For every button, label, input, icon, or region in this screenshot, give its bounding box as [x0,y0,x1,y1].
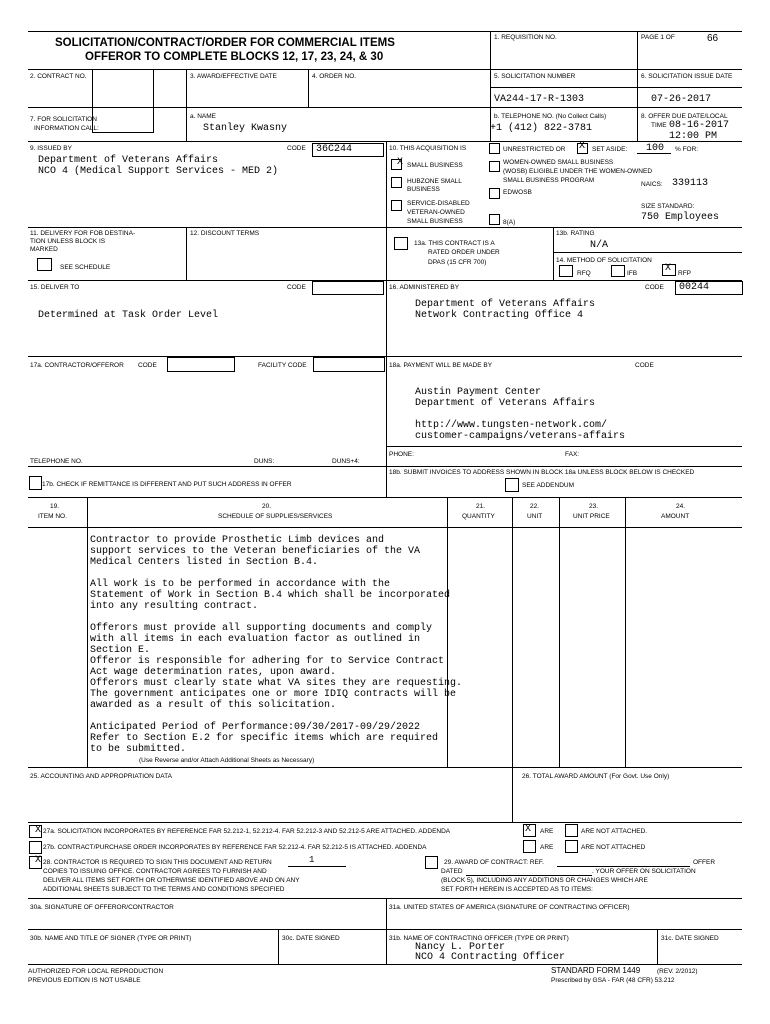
issued-by-label: 9. ISSUED BY [30,145,72,152]
size-standard: 750 Employees [641,212,720,223]
info-call-label-1: 7. FOR SOLICITATION [30,116,97,123]
copies-count: 1 [309,855,315,865]
schedule-line: with all items in each evaluation factor as outlined in [90,634,421,645]
8a-checkbox[interactable] [489,214,500,225]
hubzone-label-1: HUBZONE SMALL [407,178,462,185]
col-schedule-num: 20. [262,503,272,510]
small-business-check-mark: X [397,157,404,168]
set-aside-percent: 100 [646,143,665,154]
set-aside-check-mark: X [579,141,586,152]
duns-label: DUNS: [254,458,275,465]
rating-label: 13b. RATING [556,230,595,237]
schedule-line: Anticipated Period of Performance:09/30/2017-09/29/2022 [90,722,421,733]
schedule-line: support services to the Veteran beneficiaries of the VA [90,546,421,557]
admin-line1: Department of Veterans Affairs [415,299,596,310]
27b-are-label: ARE [540,844,554,851]
solicitation-number-label: 5. SOLICITATION NUMBER [494,73,576,80]
offer-due-time: 12:00 PM [669,131,718,142]
set-aside-label: SET ASIDE: [592,146,628,153]
col-unit-price-header: UNIT PRICE [573,513,610,520]
small-business-label: SMALL BUSINESS [407,162,463,169]
contractor-code-label: CODE [138,362,157,369]
delivery-label-3: MARKED [30,246,58,253]
time-label: TIME [651,122,667,129]
rated-order-label-2: RATED ORDER UNDER [428,249,500,256]
rfp-label: RFP [678,270,691,277]
offer-due-label: 8. OFFER DUE DATE/LOCAL [641,113,728,120]
sdvosb-label-1: SERVICE-DISABLED [407,200,470,207]
payment-code-label: CODE [635,362,654,369]
29-your-offer-label: . YOUR OFFER ON SOLICITATION [592,868,696,875]
telephone-label: b. TELEPHONE NO. (No Collect Calls) [494,113,607,120]
wosb-label-1: WOMEN-OWNED SMALL BUSINESS [503,159,614,166]
27a-check-mark: X [35,825,42,836]
27a-are-label: ARE [540,828,554,835]
schedule-description [90,535,463,755]
award-date-label: 3. AWARD/EFFECTIVE DATE [190,73,277,80]
schedule-line [90,612,445,623]
contract-no-label: 2. CONTRACT NO. [30,73,87,80]
deliver-code-label: CODE [287,284,306,291]
payment-line1: Austin Payment Center [415,387,542,398]
deliver-to-label: 15. DELIVER TO [30,284,80,291]
schedule-line: Medical Centers listed in Section B.4. [90,557,319,568]
discount-terms-label: 12. DISCOUNT TERMS [190,230,260,237]
issued-by-line2: NCO 4 (Medical Support Services - MED 2) [38,166,279,177]
schedule-line: Refer to Section E.2 for specific items which are required [90,733,439,744]
signature-officer-label: 31a. UNITED STATES OF AMERICA (SIGNATURE OF CONTRACTING OFFICER) [389,904,630,911]
remittance-label: 17b. CHECK IF REMITTANCE IS DIFFERENT AND PUT SUCH ADDRESS IN OFFER [42,481,292,488]
contractor-telephone-label: TELEPHONE NO. [30,458,83,465]
officer-name-label: 31b. NAME OF CONTRACTING OFFICER (TYPE OR PRINT) [389,935,569,942]
schedule-line [90,711,445,722]
28-line4: ADDITIONAL SHEETS SUBJECT TO THE TERMS AND CONDITIONS SPECIFIED [43,886,285,893]
facility-code-field[interactable] [313,357,385,372]
27a-are-not-checkbox[interactable] [565,824,578,837]
col-schedule-header: SCHEDULE OF SUPPLIES/SERVICES [218,513,333,520]
officer-date-label: 31c. DATE SIGNED [661,935,719,942]
edwosb-label: EDWOSB [503,189,532,196]
remittance-checkbox[interactable] [29,476,42,490]
col-unit-header: UNIT [527,513,543,520]
schedule-line: Contractor to provide Prosthetic Limb devices and [90,535,385,546]
schedule-line: Offeror is responsible for adhering for to Service Contract [90,656,445,667]
col-item-num: 19. [50,503,60,510]
schedule-line: All work is to be performed in accordance with the [90,579,391,590]
rfq-label: RFQ [577,270,591,277]
form-title-line1: SOLICITATION/CONTRACT/ORDER FOR COMMERCIAL ITEMS [55,37,395,49]
footer-previous: PREVIOUS EDITION IS NOT USABLE [28,977,141,984]
payment-line3[interactable]: http://www.tungsten-network.com/ [415,420,608,431]
admin-code-label: CODE [645,284,664,291]
delivery-label-2: TION UNLESS BLOCK IS [30,238,106,245]
form-title-line2: OFFEROR TO COMPLETE BLOCKS 12, 17, 23, 24, & 30 [85,51,384,63]
rfq-checkbox[interactable] [559,265,573,277]
27b-are-not-label: ARE NOT ATTACHED [581,844,646,851]
info-call-label-2: INFORMATION CALL: [34,125,99,132]
signature-offeror-label: 30a. SIGNATURE OF OFFEROR/CONTRACTOR [30,904,174,911]
unrestricted-checkbox[interactable] [489,143,500,154]
29-offer-label: OFFER [693,859,716,866]
29-line3: (BLOCK 5), INCLUDING ANY ADDITIONS OR CHANGES WHICH ARE [441,877,648,884]
rated-order-label-3: DPAS (15 CFR 700) [428,259,487,266]
schedule-line: Act wage determination rates, upon award. [90,667,337,678]
27a-are-check-mark: X [525,824,532,835]
rating-value: N/A [590,240,609,251]
payment-line4[interactable]: customer-campaigns/veterans-affairs [415,431,626,442]
issue-date-label: 6. SOLICITATION ISSUE DATE [641,73,733,80]
footer-form-number: STANDARD FORM 1449 [551,966,641,975]
hubzone-checkbox[interactable] [391,177,402,188]
col-quantity-header: QUANTITY [462,513,495,520]
col-quantity-num: 21. [476,503,486,510]
name-label: a. NAME [190,113,217,120]
see-schedule-label: SEE SCHEDULE [60,264,111,271]
wosb-checkbox[interactable] [489,161,500,172]
8a-label: 8(A) [503,219,516,226]
footer-authorized: AUTHORIZED FOR LOCAL REPRODUCTION [28,968,164,975]
offeror-date-label: 30c. DATE SIGNED [282,935,340,942]
29-line2: DATED [441,868,463,875]
contact-telephone: +1 (412) 822-3781 [490,123,593,134]
col-unit-num: 22. [530,503,540,510]
ifb-checkbox[interactable] [611,265,625,277]
27b-label: 27b. CONTRACT/PURCHASE ORDER INCORPORATES BY REFERENCE FAR 52.212-4. FAR 52.212-5 IS ATTACHED. ADDENDA [43,844,427,851]
sdvosb-label-3: SMALL BUSINESS [407,218,463,225]
page-total: 66 [707,33,719,44]
28-line2: COPIES TO ISSUING OFFICE. CONTRACTOR AGREES TO FURNISH AND [43,868,267,875]
administered-by-label: 16. ADMINISTERED BY [389,284,460,291]
issue-date: 07-26-2017 [651,94,712,105]
ifb-label: IFB [627,270,638,277]
edwosb-checkbox[interactable] [489,188,500,199]
admin-line2: Network Contracting Office 4 [415,310,584,321]
schedule-line: Offerors must clearly state what VA sites they are requesting. [90,678,463,689]
acquisition-label: 10. THIS ACQUISITION IS [389,145,467,152]
total-award-label: 26. TOTAL AWARD AMOUNT (For Govt. Use Only) [522,773,670,780]
sdvosb-checkbox[interactable] [391,200,402,211]
issued-by-line1: Department of Veterans Affairs [38,155,219,166]
officer-office: NCO 4 Contracting Officer [415,952,566,963]
27a-are-not-label: ARE NOT ATTACHED. [581,828,648,835]
offer-due-date: 08-16-2017 [669,120,730,131]
29-dated-underline [466,875,592,876]
contractor-code-field[interactable] [167,357,235,372]
see-schedule-checkbox[interactable] [37,258,52,271]
solicitation-number: VA244-17-R-1303 [494,94,585,105]
unrestricted-label: UNRESTRICTED OR [503,146,566,153]
schedule-line: awarded as a result of this solicitation. [90,700,337,711]
deliver-to-text: Determined at Task Order Level [38,310,219,321]
footer-prescribed: Prescribed by GSA - FAR (48 CFR) 53.212 [551,977,675,984]
accounting-label: 25. ACCOUNTING AND APPROPRIATION DATA [30,773,172,780]
page-label: PAGE 1 OF [641,34,675,41]
schedule-line: Section E. [90,645,151,656]
29-ref-underline [557,866,690,867]
hubzone-label-2: BUSINESS [407,186,440,193]
28-line1: 28. CONTRACTOR IS REQUIRED TO SIGN THIS DOCUMENT AND RETURN [43,859,272,866]
deliver-code-field[interactable] [312,281,384,295]
col-unit-price-num: 23. [589,503,599,510]
see-addendum-checkbox[interactable] [505,478,519,492]
rated-order-checkbox[interactable] [394,237,408,250]
duns4-label: DUNS+4: [332,458,360,465]
issued-code-label: CODE [287,145,306,152]
28-line3: DELIVER ALL ITEMS SET FORTH OR OTHERWISE IDENTIFIED ABOVE AND ON ANY [43,877,300,884]
admin-code: 00244 [679,282,710,293]
naics-label: NAICS: [641,181,663,188]
signer-name-label: 30b. NAME AND TITLE OF SIGNER (TYPE OR PRINT) [30,935,192,942]
requisition-label: 1. REQUISITION NO. [494,34,557,41]
size-standard-label: SIZE STANDARD: [641,203,695,210]
method-label: 14. METHOD OF SOLICITATION [556,257,652,264]
officer-name: Nancy L. Porter [415,942,506,953]
payment-line2: Department of Veterans Affairs [415,398,596,409]
footer-revision: (REV. 2/2012) [657,968,698,975]
27b-checkbox[interactable] [29,841,42,854]
rated-order-label-1: 13a. THIS CONTRACT IS A [414,240,495,247]
copies-underline [288,866,346,867]
delivery-label-1: 11. DELIVERY FOR FOB DESTINA- [30,230,136,237]
phone-label: PHONE: [389,451,414,458]
reverse-note: (Use Reverse and/or Attach Additional Sheets as Necessary) [139,757,315,764]
col-item-header: ITEM NO. [38,513,67,520]
27b-are-checkbox[interactable] [523,840,536,853]
29-line4: SET FORTH HEREIN IS ACCEPTED AS TO ITEMS: [441,886,593,893]
col-amount-header: AMOUNT [661,513,690,520]
schedule-line [90,568,445,579]
col-amount-num: 24. [676,503,686,510]
contact-name: Stanley Kwasny [203,123,288,134]
schedule-line: to be submitted. [90,744,187,755]
order-no-label: 4. ORDER NO. [312,73,357,80]
percent-for-label: % FOR: [675,146,699,153]
facility-code-label: FACILITY CODE [258,362,307,369]
naics-code: 339113 [672,178,709,189]
submit-invoices-label: 18b. SUBMIT INVOICES TO ADDRESS SHOWN IN BLOCK 18a UNLESS BLOCK BELOW IS CHECKED [389,469,695,476]
wosb-label-2: (WOSB) ELIGIBLE UNDER THE WOMEN-OWNED [503,168,653,175]
rfp-check-mark: X [665,263,672,274]
27a-label: 27a. SOLICITATION INCORPORATES BY REFERENCE FAR 52.212-1, 52.212-4. FAR 52.212-3 AND 52.212-5 ARE ATTACHED. ADDENDA [43,828,451,835]
schedule-line: Statement of Work in Section B.4 which shall be incorporated [90,590,451,601]
28-check-mark: X [35,855,42,866]
see-addendum-label: SEE ADDENDUM [522,482,575,489]
payment-label: 18a. PAYMENT WILL BE MADE BY [389,362,493,369]
fax-label: FAX: [565,451,580,458]
27b-are-not-checkbox[interactable] [565,840,578,853]
wosb-label-3: SMALL BUSINESS PROGRAM [503,177,595,184]
sdvosb-label-2: VETERAN-OWNED [407,209,465,216]
29-line1: 29. AWARD OF CONTRACT: REF. [444,859,544,866]
schedule-line: Offerors must provide all supporting documents and comply [90,623,433,634]
schedule-line: The government anticipates one or more IDIQ contracts will be [90,689,457,700]
29-checkbox[interactable] [425,856,438,869]
issued-code: 36C244 [316,144,353,155]
contractor-label: 17a. CONTRACTOR/OFFEROR [30,362,124,369]
schedule-line: into any resulting contract. [90,601,259,612]
